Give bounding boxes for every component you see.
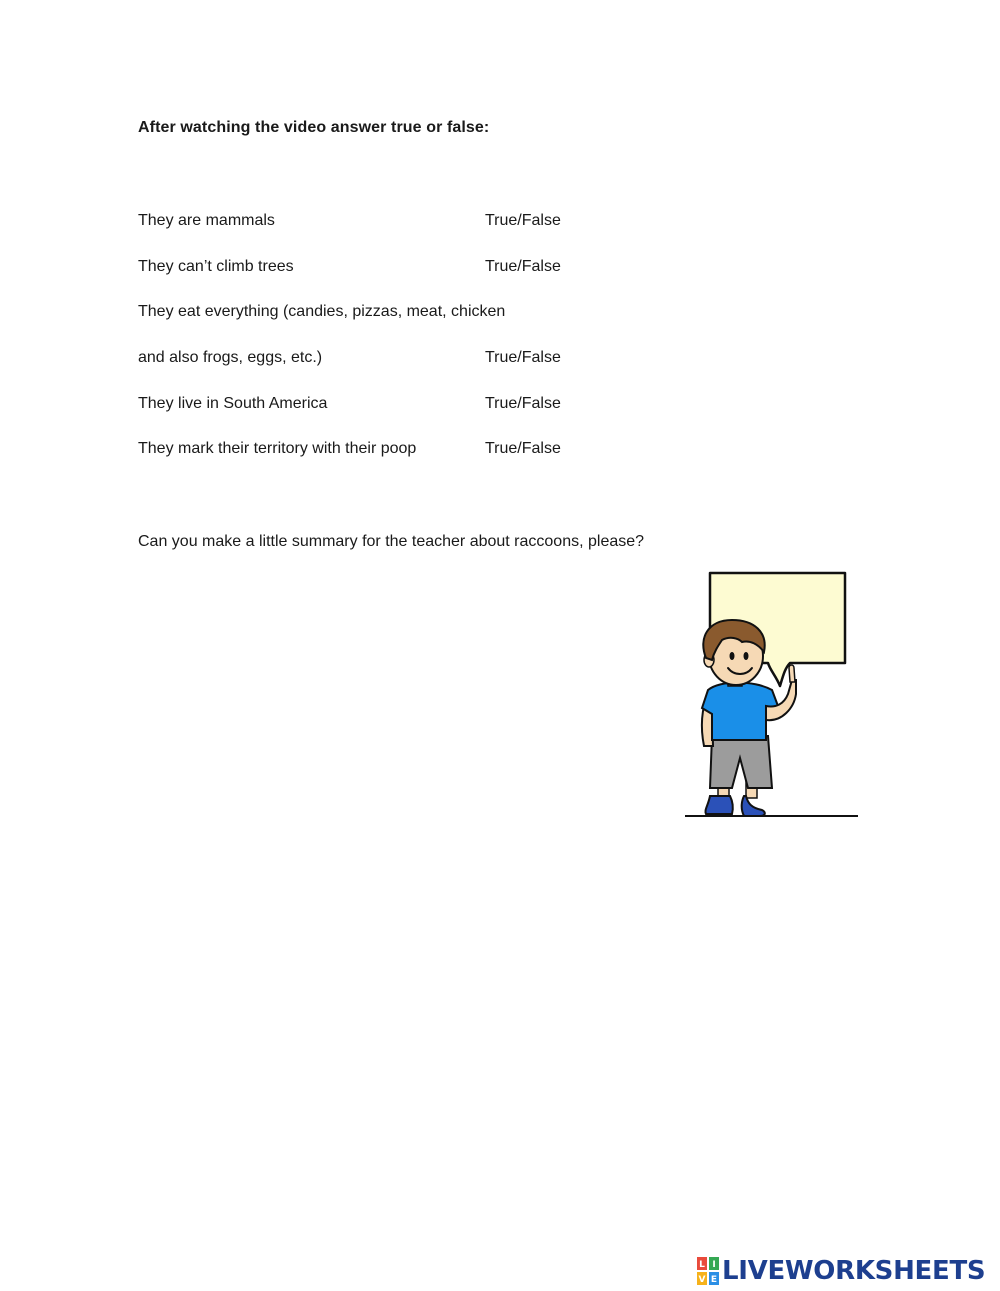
- brand-name: LIVEWORKSHEETS: [722, 1256, 986, 1286]
- boy-with-speech-bubble-icon: [680, 568, 865, 823]
- question-statement: and also frogs, eggs, etc.): [138, 349, 323, 366]
- svg-text:L: L: [699, 1260, 705, 1270]
- right-shoe: [742, 796, 765, 816]
- liveworksheets-logo-icon: [697, 1257, 719, 1285]
- question-row: [138, 209, 658, 233]
- summary-prompt: Can you make a little summary for the teacher about raccoons, please?: [138, 533, 645, 550]
- question-row: [138, 392, 658, 416]
- question-statement: They can’t climb trees: [138, 258, 294, 275]
- svg-text:E: E: [710, 1275, 718, 1285]
- shorts: [710, 736, 772, 788]
- true-false-answer[interactable]: True/False: [485, 440, 561, 457]
- question-row: [138, 300, 658, 324]
- page-title: After watching the video answer true or false:: [138, 119, 490, 136]
- true-false-answer[interactable]: True/False: [485, 212, 561, 229]
- pointing-finger: [789, 665, 795, 682]
- question-row: [138, 346, 658, 370]
- question-statement: They mark their territory with their poop: [138, 440, 417, 457]
- svg-text:V: V: [698, 1275, 706, 1285]
- question-statement: They are mammals: [138, 212, 275, 229]
- liveworksheets-brand[interactable]: [697, 1254, 985, 1288]
- svg-text:I: I: [712, 1260, 716, 1270]
- true-false-answer[interactable]: True/False: [485, 349, 561, 366]
- true-false-answer[interactable]: True/False: [485, 258, 561, 275]
- question-row: [138, 255, 658, 279]
- question-statement: They eat everything (candies, pizzas, meat, chicken: [138, 303, 506, 320]
- question-row: [138, 437, 658, 461]
- question-statement: They live in South America: [138, 395, 328, 412]
- left-shoe: [705, 796, 732, 814]
- true-false-answer[interactable]: True/False: [485, 395, 561, 412]
